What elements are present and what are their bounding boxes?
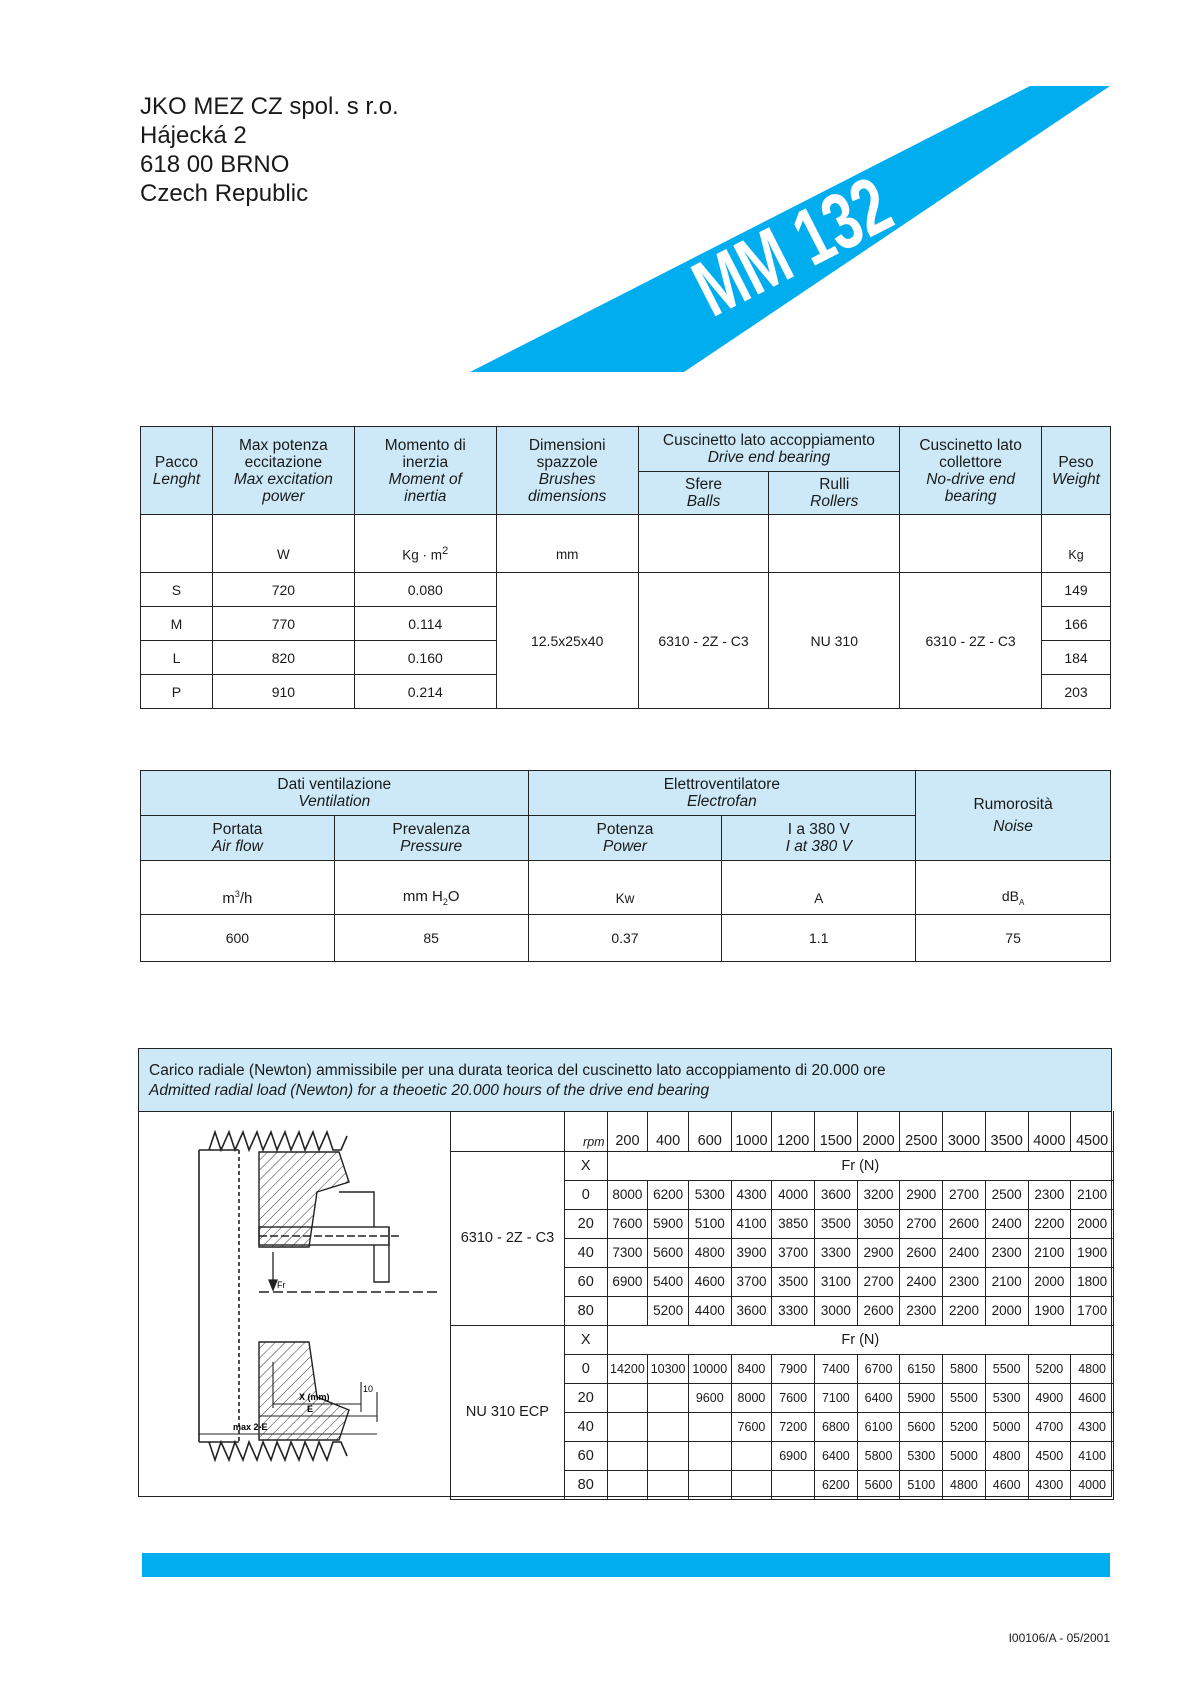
load-value: 2900 (900, 1180, 943, 1209)
rpm-value: 1200 (772, 1111, 815, 1151)
header-air-flow: Portata Air flow (141, 816, 335, 861)
load-value: 6900 (607, 1267, 648, 1296)
inertia-cell: 0.160 (354, 641, 496, 675)
load-value: 5600 (648, 1238, 689, 1267)
footer-accent-bar (142, 1553, 1110, 1577)
load-value: 9600 (688, 1383, 731, 1412)
load-value: 2100 (1028, 1238, 1071, 1267)
specs-table (140, 426, 1111, 709)
x-value: 60 (564, 1441, 607, 1470)
header-pacco: Pacco Lenght (141, 427, 213, 515)
model-title: MM 132 (679, 159, 906, 334)
load-value: 14200 (607, 1354, 648, 1383)
load-value: 6200 (815, 1470, 858, 1499)
size-cell: P (141, 675, 213, 709)
header-weight: Peso Weight (1042, 427, 1111, 515)
x-value: 80 (564, 1296, 607, 1325)
x-value: 0 (564, 1354, 607, 1383)
radial-load-title-it: Carico radiale (Newton) ammissibile per una durata teorica del cuscinetto lato accoppiamento di 20.000 ore (149, 1062, 886, 1079)
load-value: 6700 (857, 1354, 900, 1383)
load-value: 10300 (648, 1354, 689, 1383)
load-value (648, 1412, 689, 1441)
load-value: 7300 (607, 1238, 648, 1267)
load-value: 2300 (1028, 1180, 1071, 1209)
unit-current: A (722, 861, 916, 915)
load-value: 5100 (688, 1209, 731, 1238)
load-value: 5500 (943, 1383, 986, 1412)
load-value: 3500 (815, 1209, 858, 1238)
x-dimension-label: X (mm) (299, 1392, 330, 1402)
load-value: 2300 (985, 1238, 1028, 1267)
x-value: 0 (564, 1180, 607, 1209)
company-city: 618 00 BRNO (140, 151, 290, 178)
load-value: 5300 (688, 1180, 731, 1209)
radial-load-section (138, 1048, 1112, 1497)
load-value (731, 1441, 772, 1470)
header-fan-power: Potenza Power (528, 816, 722, 861)
table-row (141, 915, 1111, 962)
unit-noise: $dB_A$ (916, 861, 1111, 915)
load-value: 2600 (900, 1238, 943, 1267)
bearing-name: NU 310 ECP (451, 1325, 565, 1499)
load-value: 2700 (943, 1180, 986, 1209)
max2e-dimension-label: max 2-E (233, 1422, 268, 1432)
size-cell: S (141, 573, 213, 607)
rpm-value: 2500 (900, 1111, 943, 1151)
load-value: 2200 (1028, 1209, 1071, 1238)
rpm-label: rpm (564, 1111, 607, 1151)
load-value: 5300 (985, 1383, 1028, 1412)
load-value: 4800 (985, 1441, 1028, 1470)
load-value: 7100 (815, 1383, 858, 1412)
rpm-value: 400 (648, 1111, 689, 1151)
load-value: 5100 (900, 1470, 943, 1499)
load-value: 3200 (857, 1180, 900, 1209)
x-value: 40 (564, 1238, 607, 1267)
x-value: 80 (564, 1470, 607, 1499)
load-value: 3300 (772, 1296, 815, 1325)
load-value: 5900 (900, 1383, 943, 1412)
load-value (648, 1441, 689, 1470)
load-value: 6200 (648, 1180, 689, 1209)
power-cell: 910 (212, 675, 354, 709)
load-value: 3050 (857, 1209, 900, 1238)
load-value (607, 1296, 648, 1325)
load-value: 6400 (857, 1383, 900, 1412)
unit-inertia: $Kg \cdot m^2$ (354, 515, 496, 573)
rpm-value: 3000 (943, 1111, 986, 1151)
ten-dimension-label: 10 (363, 1384, 374, 1394)
power-cell: 720 (212, 573, 354, 607)
load-value: 4800 (1071, 1354, 1114, 1383)
rpm-value: 2000 (857, 1111, 900, 1151)
load-value: 5300 (900, 1441, 943, 1470)
load-value: 2600 (857, 1296, 900, 1325)
unit-size (141, 515, 213, 573)
load-value: 4700 (1028, 1412, 1071, 1441)
load-value: 5500 (985, 1354, 1028, 1383)
table-row (141, 573, 1111, 607)
brushes-cell: 12.5x25x40 (496, 573, 638, 709)
company-name: JKO MEZ CZ spol. s r.o. (140, 93, 399, 120)
load-value: 3700 (731, 1267, 772, 1296)
load-value: 2900 (857, 1238, 900, 1267)
load-value: 3500 (772, 1267, 815, 1296)
load-value: 7400 (815, 1354, 858, 1383)
size-cell: M (141, 607, 213, 641)
load-value: 2400 (985, 1209, 1028, 1238)
load-value: 2200 (943, 1296, 986, 1325)
load-value: 2400 (943, 1238, 986, 1267)
rpm-row (451, 1111, 1114, 1151)
unit-flow: $m^3/h$ (141, 861, 335, 915)
current-value: 1.1 (722, 915, 916, 962)
header-inertia: Momento di inerzia Moment of inertia (354, 427, 496, 515)
header-nde-bearing: Cuscinetto lato collettore No-drive end bearing (900, 427, 1042, 515)
unit-pressure: mm $H_2O$ (334, 861, 528, 915)
load-value: 4600 (688, 1267, 731, 1296)
load-value: 3000 (815, 1296, 858, 1325)
load-value (607, 1383, 648, 1412)
fr-unit-label: Fr (N) (607, 1325, 1113, 1354)
rpm-value: 4000 (1028, 1111, 1071, 1151)
load-value: 1900 (1071, 1238, 1114, 1267)
load-value: 5400 (648, 1267, 689, 1296)
load-value: 4400 (688, 1296, 731, 1325)
fr-unit-label: Fr (N) (607, 1151, 1113, 1180)
x-label: X (564, 1325, 607, 1354)
x-value: 20 (564, 1383, 607, 1412)
load-value: 3600 (815, 1180, 858, 1209)
load-value: 6100 (857, 1412, 900, 1441)
load-value: 6900 (772, 1441, 815, 1470)
load-value: 2100 (985, 1267, 1028, 1296)
load-value (607, 1412, 648, 1441)
load-value: 7200 (772, 1412, 815, 1441)
load-value: 4300 (1028, 1470, 1071, 1499)
rpm-value: 4500 (1071, 1111, 1114, 1151)
load-value: 2300 (943, 1267, 986, 1296)
load-value (688, 1470, 731, 1499)
load-value: 3300 (815, 1238, 858, 1267)
pressure-value: 85 (334, 915, 528, 962)
load-value: 4300 (731, 1180, 772, 1209)
balls-cell: 6310 - 2Z - C3 (638, 573, 769, 709)
rpm-value: 1000 (731, 1111, 772, 1151)
load-value: 5200 (1028, 1354, 1071, 1383)
header-balls: Sfere Balls (638, 472, 769, 515)
rollers-cell: NU 310 (769, 573, 900, 709)
load-value: 5600 (900, 1412, 943, 1441)
load-value: 1700 (1071, 1296, 1114, 1325)
load-value: 7600 (731, 1412, 772, 1441)
load-value: 7900 (772, 1354, 815, 1383)
rpm-value: 200 (607, 1111, 648, 1151)
header-electrofan: Elettroventilatore Electrofan (528, 771, 916, 816)
load-value (607, 1441, 648, 1470)
unit-power: W (212, 515, 354, 573)
load-value: 5800 (857, 1441, 900, 1470)
load-value: 2000 (1071, 1209, 1114, 1238)
load-value: 4000 (1071, 1470, 1114, 1499)
load-value: 4000 (772, 1180, 815, 1209)
rpm-blank (451, 1111, 565, 1151)
load-value: 7600 (607, 1209, 648, 1238)
load-value: 6150 (900, 1354, 943, 1383)
noise-value: 75 (916, 915, 1111, 962)
load-value: 5000 (985, 1412, 1028, 1441)
load-value: 2600 (943, 1209, 986, 1238)
load-value: 4600 (985, 1470, 1028, 1499)
load-value: 5600 (857, 1470, 900, 1499)
pulley-bottom-grooves (209, 1442, 347, 1460)
load-value: 6800 (815, 1412, 858, 1441)
pulley-top-grooves (209, 1132, 347, 1150)
unit-fan-power: Kw (528, 861, 722, 915)
e-dimension-label: E (307, 1404, 314, 1414)
load-value: 4100 (731, 1209, 772, 1238)
load-value (731, 1470, 772, 1499)
load-value: 5200 (648, 1296, 689, 1325)
header-ventilation: Dati ventilazione Ventilation (141, 771, 529, 816)
company-street: Hájecká 2 (140, 122, 247, 149)
x-fr-header-row (451, 1325, 1114, 1354)
document-code: I00106/A - 05/2001 (1008, 1631, 1110, 1645)
x-value: 60 (564, 1267, 607, 1296)
load-value: 5200 (943, 1412, 986, 1441)
inertia-cell: 0.214 (354, 675, 496, 709)
load-value: 4800 (688, 1238, 731, 1267)
load-value: 2000 (985, 1296, 1028, 1325)
load-value (688, 1412, 731, 1441)
load-value: 5900 (648, 1209, 689, 1238)
power-cell: 770 (212, 607, 354, 641)
fan-power-value: 0.37 (528, 915, 722, 962)
load-value: 8400 (731, 1354, 772, 1383)
load-value: 2700 (857, 1267, 900, 1296)
load-value: 5800 (943, 1354, 986, 1383)
x-value: 40 (564, 1412, 607, 1441)
weight-cell: 149 (1042, 573, 1111, 607)
load-value: 5000 (943, 1441, 986, 1470)
load-value: 4500 (1028, 1441, 1071, 1470)
load-value: 2500 (985, 1180, 1028, 1209)
load-value: 6400 (815, 1441, 858, 1470)
header-max-power: Max potenza eccitazione Max excitation power (212, 427, 354, 515)
load-value (607, 1470, 648, 1499)
load-value: 3850 (772, 1209, 815, 1238)
ventilation-table (140, 770, 1111, 962)
rpm-value: 600 (688, 1111, 731, 1151)
load-value (688, 1441, 731, 1470)
inertia-cell: 0.114 (354, 607, 496, 641)
header-current: I a 380 V I at 380 V (722, 816, 916, 861)
load-value: 7600 (772, 1383, 815, 1412)
load-value: 4800 (943, 1470, 986, 1499)
load-value: 3100 (815, 1267, 858, 1296)
unit-weight: Kg (1042, 515, 1111, 573)
load-value: 3700 (772, 1238, 815, 1267)
weight-cell: 184 (1042, 641, 1111, 675)
load-value (648, 1470, 689, 1499)
weight-cell: 166 (1042, 607, 1111, 641)
load-value (772, 1470, 815, 1499)
pulley-drawing (139, 1112, 449, 1496)
rpm-value: 3500 (985, 1111, 1028, 1151)
size-cell: L (141, 641, 213, 675)
load-value: 2100 (1071, 1180, 1114, 1209)
load-value: 2700 (900, 1209, 943, 1238)
inertia-cell: 0.080 (354, 573, 496, 607)
radial-load-title-en: Admitted radial load (Newton) for a theoetic 20.000 hours of the drive end bearing (149, 1082, 710, 1099)
load-value: 4600 (1071, 1383, 1114, 1412)
header-rollers: Rulli Rollers (769, 472, 900, 515)
load-value: 2000 (1028, 1267, 1071, 1296)
company-country: Czech Republic (140, 180, 309, 207)
load-value: 3600 (731, 1296, 772, 1325)
load-value: 4900 (1028, 1383, 1071, 1412)
load-value: 1900 (1028, 1296, 1071, 1325)
load-value: 8000 (731, 1383, 772, 1412)
header-drive-end-bearing: Cuscinetto lato accoppiamento Drive end bearing (638, 427, 900, 472)
power-cell: 820 (212, 641, 354, 675)
load-value: 10000 (688, 1354, 731, 1383)
load-value: 3900 (731, 1238, 772, 1267)
weight-cell: 203 (1042, 675, 1111, 709)
load-value: 2300 (900, 1296, 943, 1325)
rpm-value: 1500 (815, 1111, 858, 1151)
unit-brushes: mm (496, 515, 638, 573)
x-label: X (564, 1151, 607, 1180)
load-value: 4300 (1071, 1412, 1114, 1441)
load-value (648, 1383, 689, 1412)
load-value: 8000 (607, 1180, 648, 1209)
load-value: 1800 (1071, 1267, 1114, 1296)
load-value: 2400 (900, 1267, 943, 1296)
header-noise: Rumorosità Noise (916, 771, 1111, 861)
nde-bearing-cell: 6310 - 2Z - C3 (900, 573, 1042, 709)
radial-load-table (450, 1111, 1114, 1500)
x-value: 20 (564, 1209, 607, 1238)
fr-label: Fr (277, 1280, 286, 1290)
radial-load-title (139, 1049, 1111, 1112)
flow-value: 600 (141, 915, 335, 962)
header-brushes: Dimensioni spazzole Brushes dimensions (496, 427, 638, 515)
bearing-name: 6310 - 2Z - C3 (451, 1151, 565, 1325)
header-pressure: Prevalenza Pressure (334, 816, 528, 861)
x-fr-header-row (451, 1151, 1114, 1180)
load-value: 4100 (1071, 1441, 1114, 1470)
model-banner (0, 0, 1190, 400)
